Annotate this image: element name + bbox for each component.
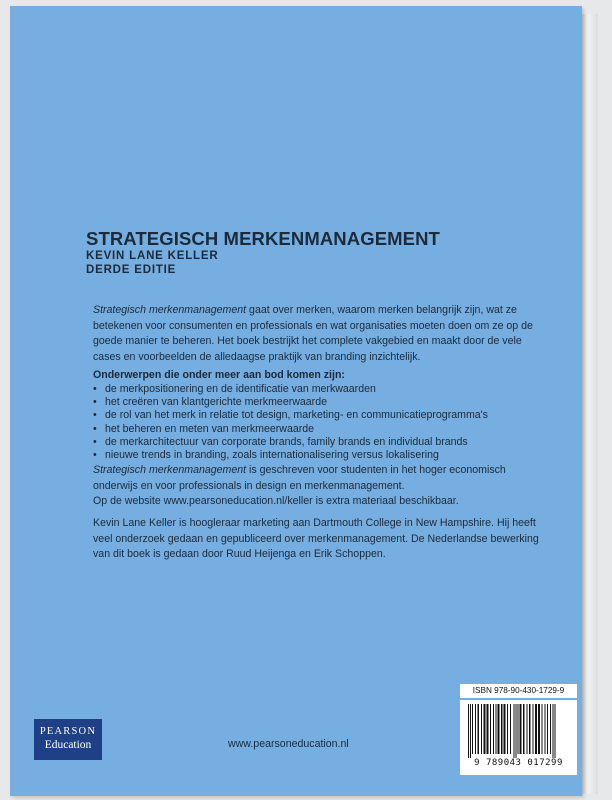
logo-education-text: Education: [44, 739, 92, 751]
intro-paragraph: [93, 303, 545, 365]
topic-item: • de merkpositionering en de identificatie van merkwaarden: [93, 383, 553, 396]
topics-heading: Onderwerpen die onder meer aan bod komen zijn:: [93, 369, 345, 381]
barcode-bar: [490, 704, 491, 754]
barcode-bar: [523, 704, 525, 754]
barcode-bar: [516, 704, 517, 758]
barcode-bar: [520, 704, 522, 754]
barcode-bar: [501, 704, 503, 754]
publisher-website: www.pearsoneducation.nl: [228, 738, 349, 750]
website-line: Op de website www.pearsoneducation.nl/keller is extra materiaal beschikbaar.: [93, 495, 459, 507]
topic-item: • nieuwe trends in branding, zoals internationalisering versus lokalisering: [93, 449, 553, 462]
barcode-bar: [475, 704, 476, 754]
barcode-bar: [555, 704, 556, 758]
barcode-bar: [518, 704, 519, 754]
isbn-label: ISBN 978-90-430-1729-9: [460, 684, 577, 698]
barcode-bar: [542, 704, 543, 754]
barcode-bar: [504, 704, 506, 754]
barcode-bars: [460, 704, 577, 758]
barcode-bar: [545, 704, 546, 754]
barcode-bar: [550, 704, 551, 754]
barcode-bar: [533, 704, 534, 754]
audience-text: is geschreven voor studenten in het hoger economisch onderwijs en voor professionals in design en merkenmanagement.: [93, 464, 506, 492]
barcode-bar: [470, 704, 471, 758]
barcode-bar: [529, 704, 531, 754]
barcode-bar: [538, 704, 540, 754]
book-title: STRATEGISCH MERKENMANAGEMENT: [86, 228, 440, 249]
barcode-bar: [498, 704, 500, 754]
barcode-bar: [487, 704, 489, 754]
about-author-paragraph: Kevin Lane Keller is hoogleraar marketing aan Dartmouth College in New Hampshire. Hij heeft veel onderzoek gedaan en gepubliceerd over merkenmanagement. De Nederlandse bewerking van dit boek is gedaan door Ruud Heijenga en Erik Schoppen.: [93, 517, 539, 560]
barcode-bar: [527, 704, 528, 754]
book-author: KEVIN LANE KELLER: [86, 250, 219, 262]
barcode-bar: [493, 704, 494, 754]
barcode-bar: [481, 704, 482, 754]
topic-item: • de merkarchitectuur van corporate brands, family brands en individual brands: [93, 436, 553, 449]
barcode-bar: [535, 704, 537, 754]
barcode-bar: [484, 704, 486, 754]
barcode-digits: 9 789043 017299: [474, 758, 563, 768]
barcode: [460, 700, 577, 775]
audience-paragraph: [93, 463, 545, 510]
topic-item: • de rol van het merk in relatie tot design, marketing- en communicatieprogramma's: [93, 409, 553, 422]
intro-title-italic: Strategisch merkenmanagement: [93, 304, 247, 316]
barcode-bar: [507, 704, 508, 754]
barcode-bar: [514, 704, 515, 758]
barcode-bar: [547, 704, 548, 754]
topic-item: • het creëren van klantgerichte merkmeerwaarde: [93, 396, 553, 409]
intro-text: gaat over merken, waarom merken belangrijk zijn, wat ze betekenen voor consumenten en professionals en wat organisaties moeten doen om ze op de goede manier te beheren. Het boek bestrijkt het complete vakgebied en maakt door de vele cases en voorbeelden de alledaagse praktijk van branding inzichtelijk.: [93, 304, 533, 363]
barcode-bar: [496, 704, 497, 754]
pearson-education-logo: [34, 719, 102, 760]
barcode-bar: [510, 704, 511, 754]
topics-list: [93, 383, 553, 462]
topic-item: • het beheren en meten van merkmeerwaarde: [93, 423, 553, 436]
book-edition: DERDE EDITIE: [86, 264, 177, 276]
title-block: [86, 229, 440, 277]
barcode-bar: [478, 704, 480, 754]
logo-pearson-text: PEARSON: [39, 726, 97, 737]
barcode-bar: [468, 704, 469, 758]
barcode-bar: [553, 704, 554, 758]
barcode-bar: [472, 704, 473, 754]
audience-title-italic: Strategisch merkenmanagement: [93, 464, 247, 476]
page-edge: [582, 14, 598, 794]
